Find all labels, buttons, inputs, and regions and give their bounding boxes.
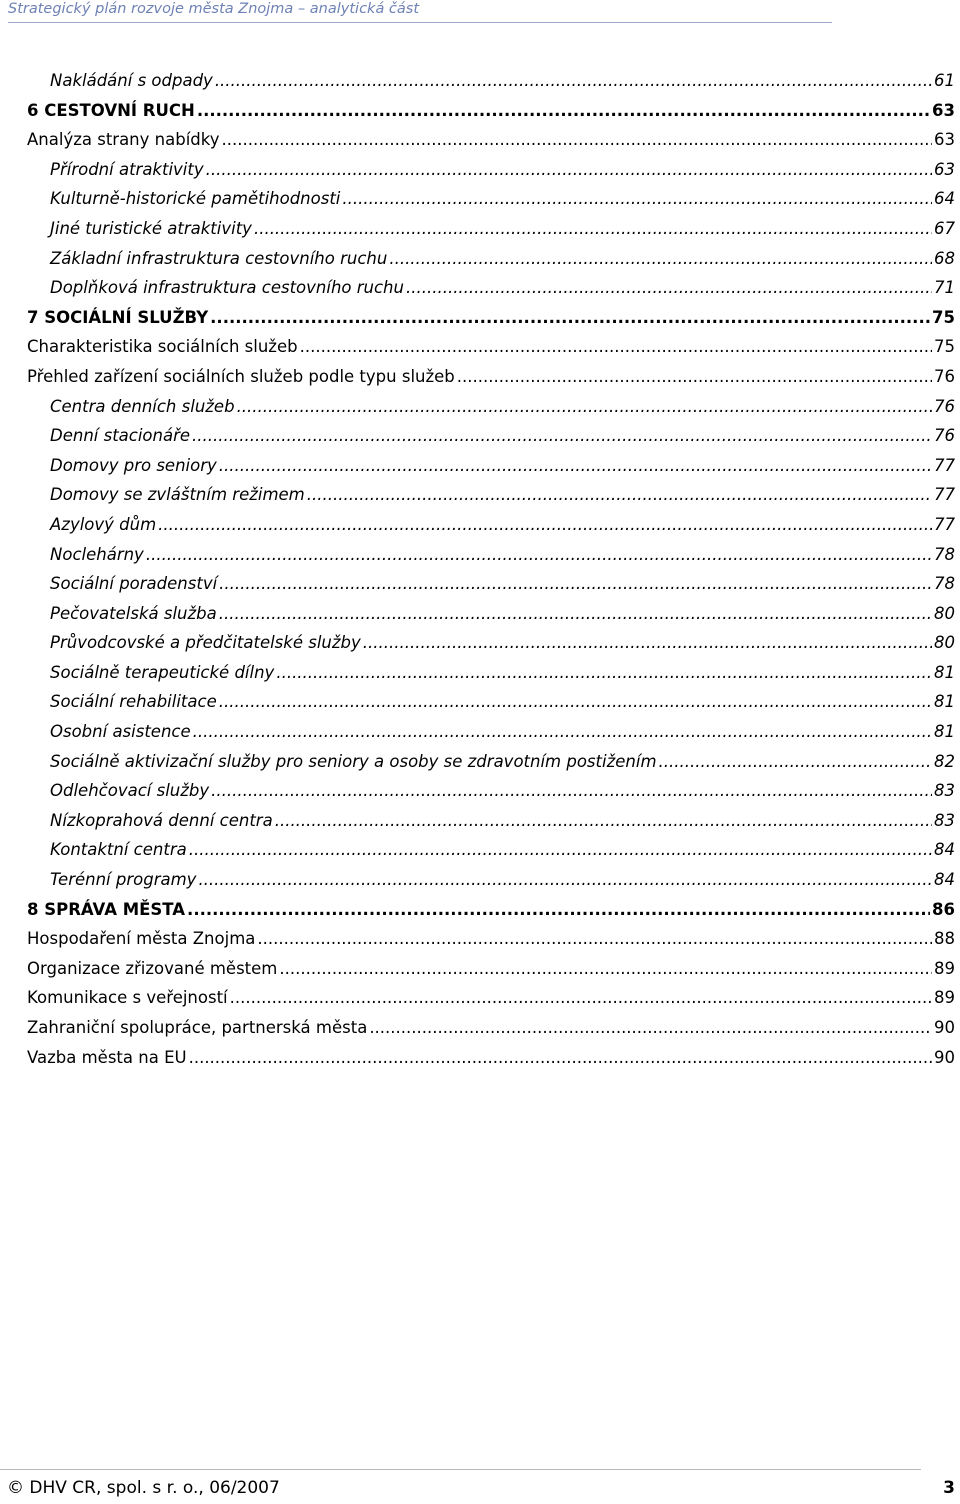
toc-entry-label: Zahraniční spolupráce, partnerská města bbox=[27, 1018, 368, 1037]
toc-entry-label: Přehled zařízení sociálních služeb podle typu služeb bbox=[27, 366, 455, 386]
toc-entry[interactable] bbox=[0, 658, 955, 688]
toc-entry[interactable] bbox=[0, 303, 955, 333]
toc-entry-label: Hospodaření města Znojma bbox=[27, 929, 256, 949]
toc-entry[interactable] bbox=[0, 687, 955, 717]
toc-entry[interactable] bbox=[0, 806, 955, 836]
toc-entry-label: 7 SOCIÁLNÍ SLUŽBY bbox=[27, 307, 209, 327]
toc-entry-page: 90 bbox=[934, 1018, 955, 1037]
toc-entry[interactable] bbox=[0, 717, 955, 747]
toc-entry-label: Azylový dům bbox=[50, 514, 157, 534]
toc-entry-page: 63 bbox=[934, 159, 955, 179]
toc-entry-page: 80 bbox=[934, 603, 955, 623]
toc-entry-page: 86 bbox=[932, 899, 955, 919]
footer-divider bbox=[0, 1469, 921, 1470]
toc-leader-dots bbox=[193, 717, 932, 747]
toc-entry[interactable] bbox=[0, 125, 955, 155]
toc-leader-dots bbox=[187, 895, 930, 925]
toc-leader-dots bbox=[230, 983, 932, 1013]
toc-entry[interactable] bbox=[0, 776, 955, 806]
page-footer bbox=[0, 1469, 960, 1504]
toc-entry[interactable] bbox=[0, 66, 955, 96]
toc-entry-page: 76 bbox=[934, 426, 955, 446]
toc-leader-dots bbox=[659, 747, 932, 777]
toc-entry-page: 90 bbox=[934, 1047, 955, 1067]
toc-entry[interactable] bbox=[0, 184, 955, 214]
toc-entry-label: Kulturně-historické pamětihodnosti bbox=[50, 189, 341, 209]
toc-leader-dots bbox=[237, 392, 932, 422]
toc-entry[interactable] bbox=[0, 865, 955, 895]
toc-entry-page: 89 bbox=[934, 988, 955, 1008]
toc-leader-dots bbox=[275, 806, 932, 836]
toc-entry-page: 77 bbox=[934, 485, 955, 505]
toc-entry-page: 81 bbox=[934, 722, 955, 742]
toc-leader-dots bbox=[257, 924, 932, 954]
toc-entry-label: Komunikace s veřejností bbox=[27, 988, 228, 1008]
toc-leader-dots bbox=[197, 96, 930, 126]
toc-entry-page: 75 bbox=[934, 337, 955, 357]
toc-leader-dots bbox=[221, 125, 932, 155]
toc-entry-page: 68 bbox=[934, 248, 955, 268]
toc-entry[interactable] bbox=[0, 569, 955, 599]
toc-entry[interactable] bbox=[0, 835, 955, 865]
toc-leader-dots bbox=[342, 184, 932, 214]
toc-entry-page: 84 bbox=[934, 840, 955, 860]
toc-entry-page: 82 bbox=[934, 751, 955, 771]
toc-entry-label: Jiné turistické atraktivity bbox=[50, 218, 252, 238]
toc-entry-page: 64 bbox=[934, 189, 955, 209]
toc-entry-page: 61 bbox=[934, 71, 955, 90]
toc-entry[interactable] bbox=[0, 599, 955, 629]
toc-entry-label: Průvodcovské a předčitatelské služby bbox=[50, 633, 361, 653]
toc-entry-label: Denní stacionáře bbox=[50, 426, 191, 446]
toc-entry[interactable] bbox=[0, 451, 955, 481]
toc-leader-dots bbox=[158, 510, 932, 540]
toc-entry-page: 88 bbox=[934, 929, 955, 949]
toc-entry-label: Sociálně aktivizační služby pro seniory a osoby se zdravotním postižením bbox=[50, 751, 657, 771]
toc-entry-label: Základní infrastruktura cestovního ruchu bbox=[50, 248, 388, 268]
toc-entry[interactable] bbox=[0, 421, 955, 451]
toc-entry-page: 81 bbox=[934, 692, 955, 712]
toc-leader-dots bbox=[146, 540, 932, 570]
page-header bbox=[8, 0, 832, 23]
toc-entry-page: 63 bbox=[934, 130, 955, 150]
toc-entry-label: Přírodní atraktivity bbox=[50, 159, 204, 179]
toc-entry-page: 67 bbox=[934, 218, 955, 238]
toc-entry-page: 83 bbox=[934, 810, 955, 830]
toc-entry[interactable] bbox=[0, 155, 955, 185]
toc-entry-page: 84 bbox=[934, 870, 955, 890]
toc-leader-dots bbox=[254, 214, 932, 244]
toc-entry-page: 76 bbox=[934, 366, 955, 386]
toc-entry[interactable] bbox=[0, 895, 955, 925]
toc-entry-label: Domovy se zvláštním režimem bbox=[50, 485, 305, 505]
toc-entry-label: Centra denních služeb bbox=[50, 396, 235, 416]
toc-entry-label: Charakteristika sociálních služeb bbox=[27, 337, 298, 357]
toc-entry-label: Analýza strany nabídky bbox=[27, 130, 220, 150]
toc-entry-page: 78 bbox=[934, 544, 955, 564]
toc-entry[interactable] bbox=[0, 273, 955, 303]
toc-entry-page: 77 bbox=[934, 514, 955, 534]
toc-entry-label: Organizace zřizované městem bbox=[27, 958, 278, 978]
footer-copyright: © DHV CR, spol. s r. o., 06/2007 bbox=[7, 1478, 280, 1498]
toc-entry-page: 77 bbox=[934, 455, 955, 475]
toc-leader-dots bbox=[189, 835, 932, 865]
toc-leader-dots bbox=[276, 658, 932, 688]
toc-leader-dots bbox=[219, 687, 932, 717]
page-number: 3 bbox=[943, 1478, 955, 1498]
toc-entry[interactable] bbox=[0, 214, 955, 244]
toc-entry[interactable] bbox=[0, 362, 955, 392]
toc-entry-label: Nakládání s odpady bbox=[50, 71, 213, 90]
toc-entry-label: Odlehčovací služby bbox=[50, 781, 210, 801]
toc-entry[interactable] bbox=[0, 96, 955, 126]
toc-entry-page: 83 bbox=[934, 781, 955, 801]
toc-leader-dots bbox=[457, 362, 932, 392]
toc-leader-dots bbox=[206, 155, 932, 185]
toc-entry-label: Pečovatelská služba bbox=[50, 603, 217, 623]
toc-entry-label: Osobní asistence bbox=[50, 722, 191, 742]
toc-leader-dots bbox=[300, 332, 932, 362]
toc-entry[interactable] bbox=[0, 510, 955, 540]
toc-entry-label: Noclehárny bbox=[50, 544, 144, 564]
toc-entry[interactable] bbox=[0, 747, 955, 777]
toc-leader-dots bbox=[369, 1013, 932, 1043]
toc-leader-dots bbox=[307, 480, 932, 510]
toc-entry-page: 81 bbox=[934, 662, 955, 682]
toc-leader-dots bbox=[219, 569, 932, 599]
toc-entry[interactable] bbox=[0, 392, 955, 422]
toc-entry[interactable] bbox=[0, 1043, 955, 1073]
toc-entry-label: Vazba města na EU bbox=[27, 1047, 187, 1067]
toc-entry-page: 75 bbox=[932, 307, 955, 327]
toc-leader-dots bbox=[192, 421, 932, 451]
toc-entry[interactable] bbox=[0, 954, 955, 984]
toc-entry-label: Terénní programy bbox=[50, 870, 197, 890]
toc-entry[interactable] bbox=[0, 244, 955, 274]
toc-entry-page: 63 bbox=[932, 100, 955, 120]
table-of-contents bbox=[0, 66, 960, 1072]
toc-entry-page: 80 bbox=[934, 633, 955, 653]
toc-entry-page: 71 bbox=[934, 278, 955, 298]
toc-entry-label: Doplňková infrastruktura cestovního ruchu bbox=[50, 278, 404, 298]
toc-leader-dots bbox=[406, 273, 932, 303]
toc-leader-dots bbox=[215, 66, 932, 96]
toc-entry-page: 89 bbox=[934, 958, 955, 978]
toc-leader-dots bbox=[219, 599, 932, 629]
toc-leader-dots bbox=[211, 776, 932, 806]
toc-entry[interactable] bbox=[0, 628, 955, 658]
toc-entry[interactable] bbox=[0, 924, 955, 954]
toc-leader-dots bbox=[198, 865, 932, 895]
toc-entry-label: Kontaktní centra bbox=[50, 840, 187, 860]
toc-entry-page: 78 bbox=[934, 574, 955, 594]
toc-entry-label: Sociálně terapeutické dílny bbox=[50, 662, 275, 682]
toc-entry-label: Domovy pro seniory bbox=[50, 455, 217, 475]
toc-entry-label: Sociální rehabilitace bbox=[50, 692, 217, 712]
header-title: Strategický plán rozvoje města Znojma – analytická část bbox=[8, 1, 420, 17]
toc-leader-dots bbox=[210, 303, 930, 333]
toc-entry[interactable] bbox=[0, 540, 955, 570]
toc-leader-dots bbox=[219, 451, 932, 481]
toc-entry-label: 8 SPRÁVA MĚSTA bbox=[27, 899, 186, 919]
toc-entry-label: 6 CESTOVNÍ RUCH bbox=[27, 100, 195, 120]
toc-leader-dots bbox=[189, 1043, 932, 1073]
toc-entry-label: Sociální poradenství bbox=[50, 574, 218, 594]
toc-leader-dots bbox=[279, 954, 932, 984]
toc-entry[interactable] bbox=[0, 332, 955, 362]
toc-entry[interactable] bbox=[0, 480, 955, 510]
toc-entry[interactable] bbox=[0, 983, 955, 1013]
toc-entry[interactable] bbox=[0, 1013, 955, 1043]
toc-leader-dots bbox=[389, 244, 932, 274]
toc-entry-label: Nízkoprahová denní centra bbox=[50, 810, 273, 830]
toc-entry-page: 76 bbox=[934, 396, 955, 416]
toc-leader-dots bbox=[363, 628, 932, 658]
